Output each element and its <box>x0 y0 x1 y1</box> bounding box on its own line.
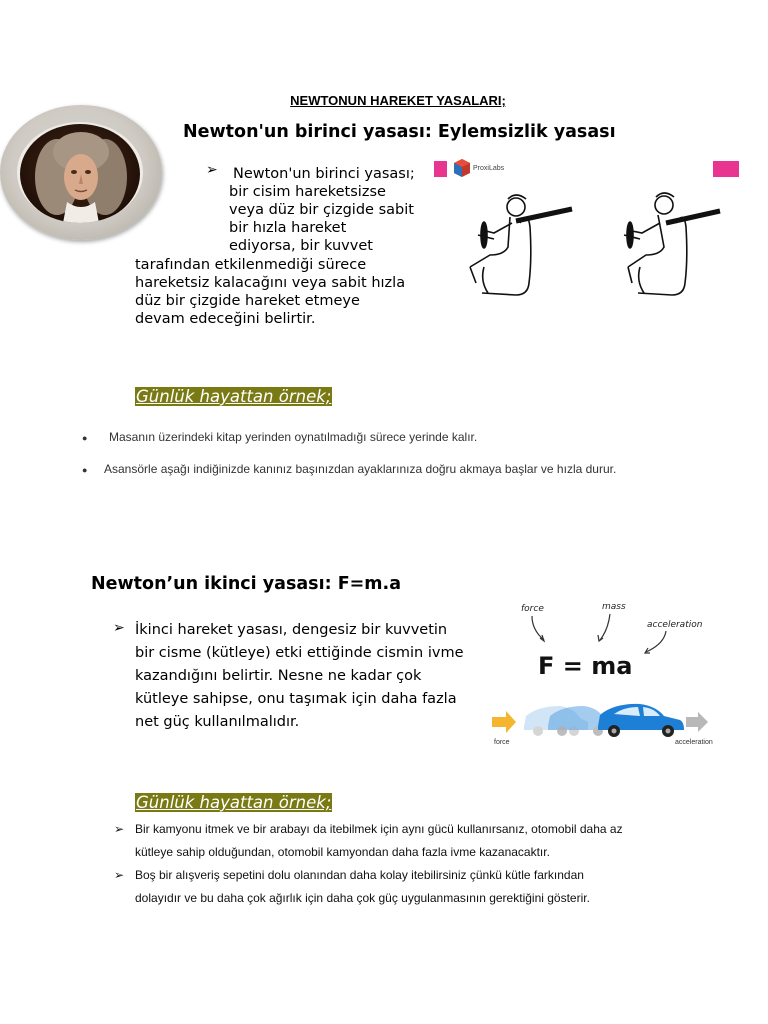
pink-marker-right <box>713 161 739 177</box>
first-law-line: düz bir çizgide hareket etmeye <box>135 293 360 309</box>
svg-text:ProxiLabs: ProxiLabs <box>473 165 505 172</box>
arrow-bullet-icon: ➢ <box>114 822 125 836</box>
arrow-bullet-icon: ➢ <box>113 620 125 636</box>
second-law-line: İkinci hareket yasası, dengesiz bir kuvvetin <box>135 622 448 638</box>
bullet-dot-icon: ● <box>82 465 88 475</box>
document-title: NEWTONUN HAREKET YASALARI; <box>290 93 506 108</box>
second-law-line: bir cisme (kütleye) etki ettiğinde cismin ivme <box>135 645 464 661</box>
force-label: force <box>521 604 544 614</box>
driver-figure-left <box>470 195 572 295</box>
mass-label: mass <box>602 602 626 612</box>
fma-diagram <box>488 598 728 750</box>
second-law-line: net güç kullanılmalıdır. <box>135 714 300 730</box>
example-item-line: Boş bir alışveriş sepetini dolu olanından daha kolay itebilirsiniz çünkü kütle farkından <box>135 868 584 882</box>
first-law-heading: Newton'un birinci yasası: Eylemsizlik yasası <box>183 122 616 142</box>
newton-face-image <box>17 122 143 223</box>
first-law-line: veya düz bir çizgide sabit <box>229 202 414 218</box>
first-law-line: devam edeceğini belirtir. <box>135 311 316 327</box>
arrow-bullet-icon: ➢ <box>114 868 125 882</box>
second-law-heading: Newton’un ikinci yasası: F=m.a <box>91 574 402 594</box>
proxilabs-logo <box>454 159 505 177</box>
first-law-line: ediyorsa, bir kuvvet <box>229 238 373 254</box>
bottom-acceleration-label: acceleration <box>675 739 713 746</box>
pink-marker-left <box>434 161 447 177</box>
example-item: Asansörle aşağı indiğinizde kanınız başınızdan ayaklarınıza doğru akmaya başlar ve hızla durur. <box>104 462 617 476</box>
example-item-line: Bir kamyonu itmek ve bir arabayı da itebilmek için aynı gücü kullanırsanız, otomobil daha az <box>135 822 623 836</box>
first-law-line: hareketsiz kalacağını veya sabit hızla <box>135 275 406 291</box>
formula-text: F = ma <box>538 652 633 680</box>
first-law-line: bir cisim hareketsizse <box>229 184 386 200</box>
example-heading-1: Günlük hayattan örnek; <box>136 387 332 406</box>
second-law-line: kütleye sahipse, onu taşımak için daha fazla <box>135 691 457 707</box>
driver-figure-right <box>624 193 720 295</box>
example-heading-2: Günlük hayattan örnek; <box>136 793 332 812</box>
example-item-line: dolayıdır ve bu daha çok ağırlık için daha çok güç uygulanmasının gerektiğini gösterir. <box>135 891 590 905</box>
acceleration-arrow-icon <box>686 712 708 732</box>
second-law-line: kazandığını belirtir. Nesne ne kadar çok <box>135 668 422 684</box>
car-icon <box>598 704 684 737</box>
first-law-line: Newton'un birinci yasası; <box>233 166 415 182</box>
seatbelt-illustration <box>432 155 742 305</box>
arrow-bullet-icon: ➢ <box>206 162 218 178</box>
first-law-line: bir hızla hareket <box>229 220 347 236</box>
example-item-line: kütleye sahip olduğundan, otomobil kamyondan daha fazla ivme kazanacaktır. <box>135 845 550 859</box>
acceleration-label: acceleration <box>647 620 703 630</box>
bottom-force-label: force <box>494 739 510 746</box>
bullet-dot-icon: ● <box>82 433 88 443</box>
force-arrow-icon <box>492 711 516 733</box>
newton-portrait <box>0 105 162 240</box>
example-item: Masanın üzerindeki kitap yerinden oynatılmadığı sürece yerinde kalır. <box>109 430 478 444</box>
first-law-line: tarafından etkilenmediği sürece <box>135 257 367 273</box>
